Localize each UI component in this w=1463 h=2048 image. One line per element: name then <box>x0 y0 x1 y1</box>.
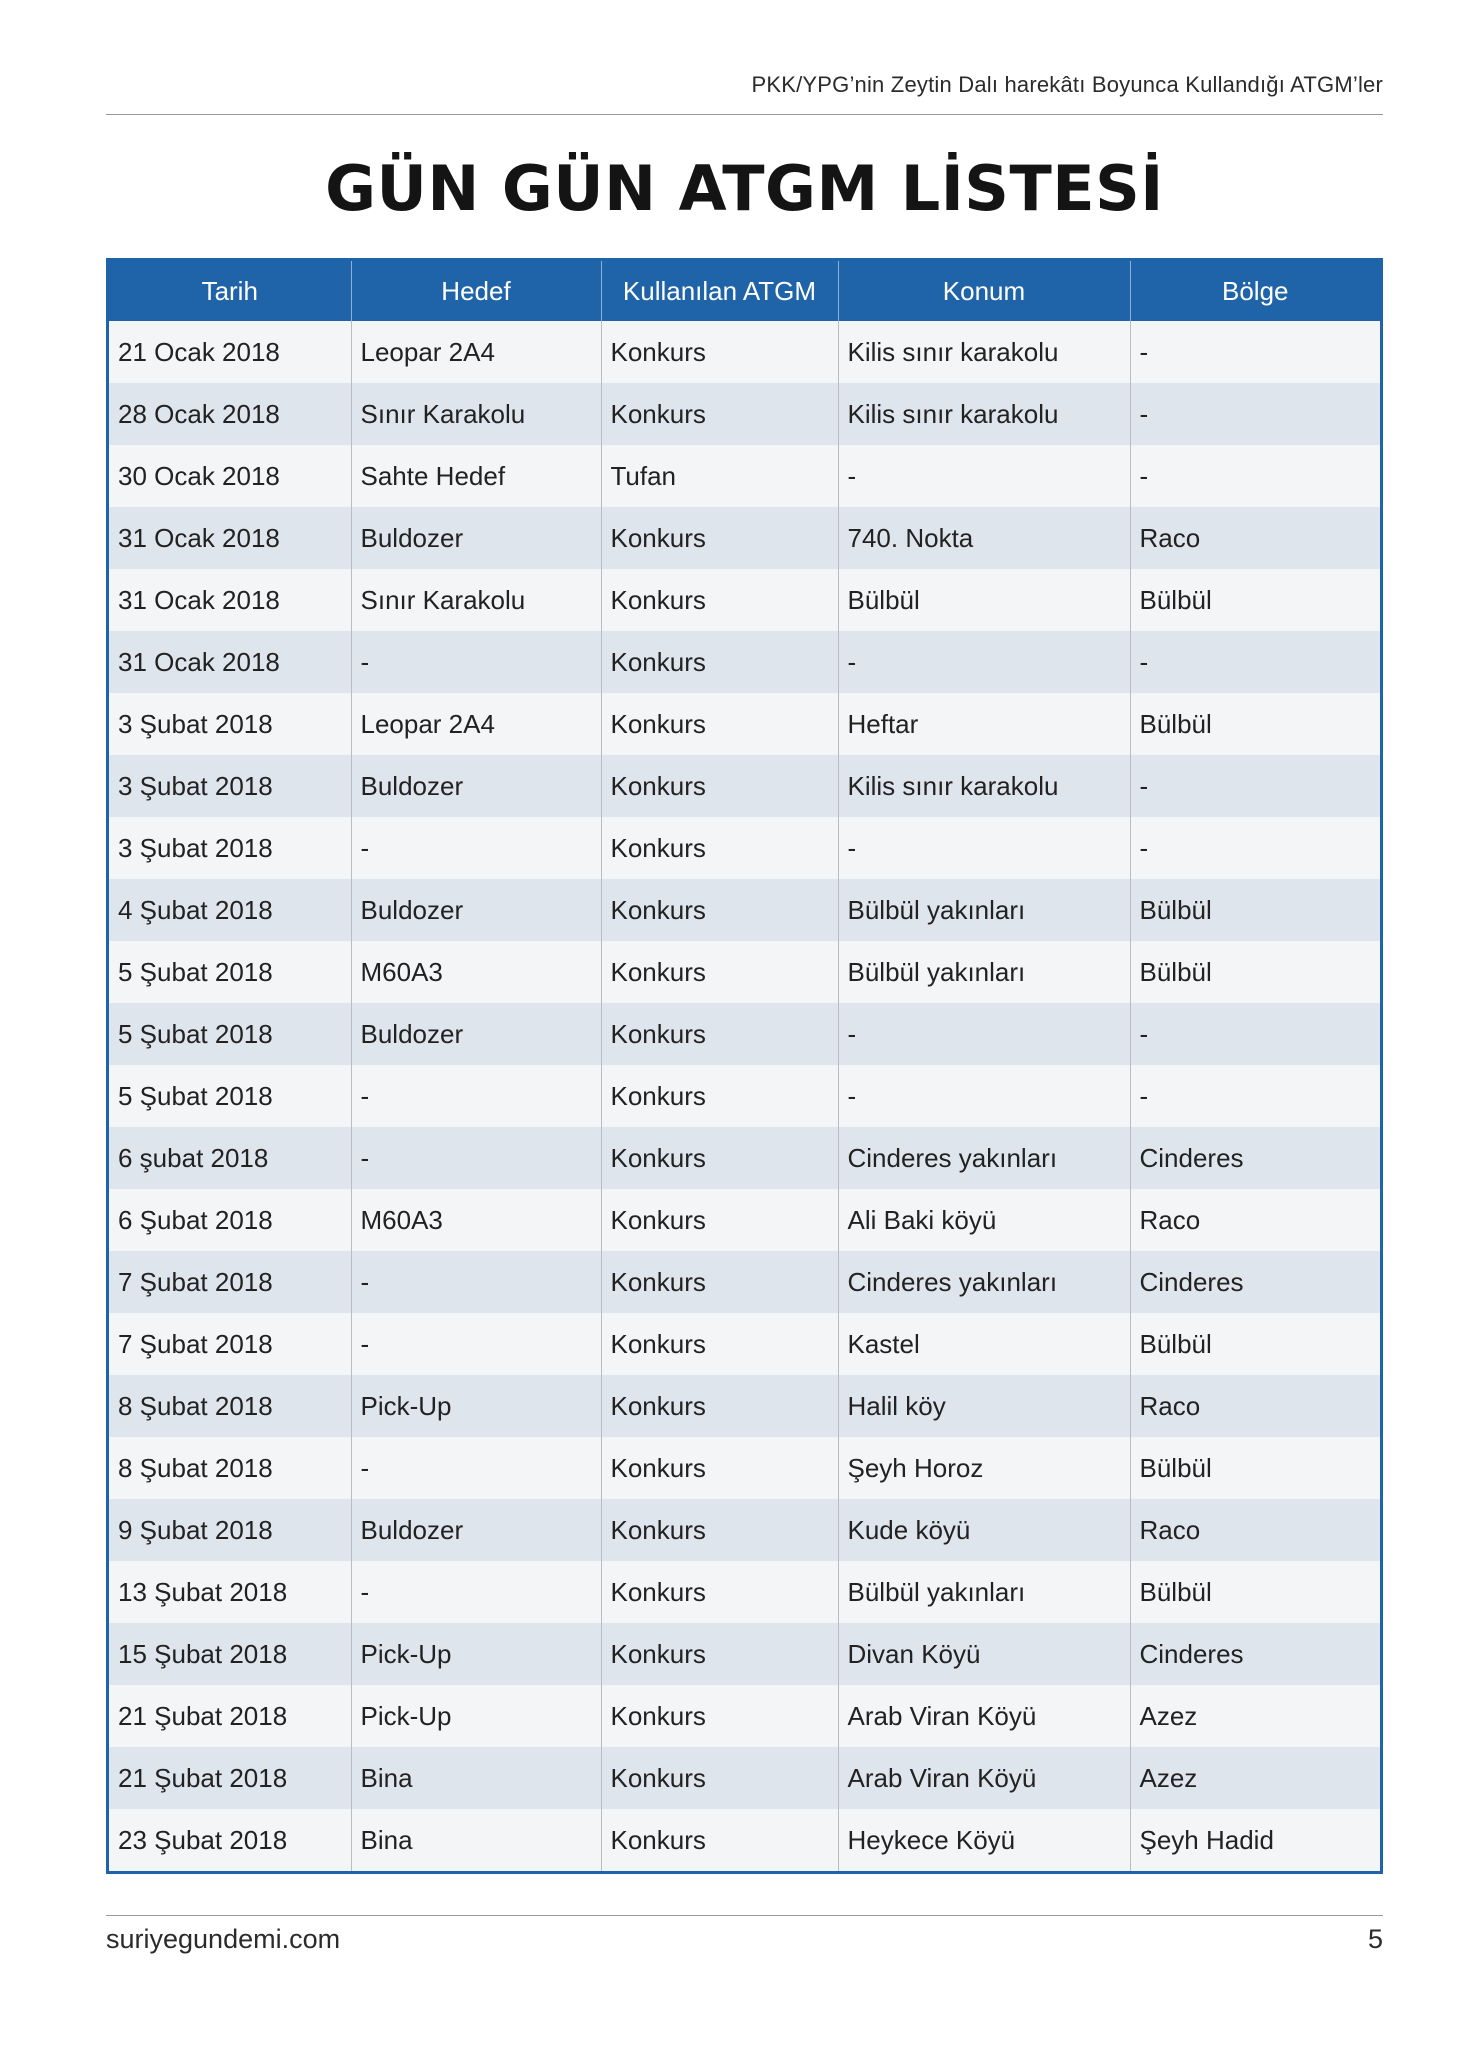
column-header-tarih: Tarih <box>109 261 351 321</box>
cell-atgm: Konkurs <box>601 1003 838 1065</box>
cell-atgm: Konkurs <box>601 817 838 879</box>
cell-hedef: - <box>351 1065 601 1127</box>
cell-hedef: Buldozer <box>351 755 601 817</box>
running-header: PKK/YPG’nin Zeytin Dalı harekâtı Boyunca Kullandığı ATGM’ler <box>751 72 1383 97</box>
cell-bolge: Cinderes <box>1130 1127 1380 1189</box>
cell-bolge: Bülbül <box>1130 1437 1380 1499</box>
table-row <box>109 879 1380 941</box>
cell-atgm: Konkurs <box>601 755 838 817</box>
footer-divider <box>106 1915 1383 1916</box>
cell-atgm: Konkurs <box>601 1065 838 1127</box>
table-row <box>109 941 1380 1003</box>
cell-bolge: - <box>1130 383 1380 445</box>
table-row <box>109 1251 1380 1313</box>
cell-bolge: Cinderes <box>1130 1251 1380 1313</box>
cell-konum: Cinderes yakınları <box>838 1251 1130 1313</box>
cell-tarih: 8 Şubat 2018 <box>109 1375 351 1437</box>
cell-atgm: Tufan <box>601 445 838 507</box>
cell-konum: Bülbül yakınları <box>838 879 1130 941</box>
cell-konum: Kilis sınır karakolu <box>838 321 1130 383</box>
cell-hedef: Sınır Karakolu <box>351 383 601 445</box>
cell-bolge: Raco <box>1130 1189 1380 1251</box>
cell-tarih: 6 şubat 2018 <box>109 1127 351 1189</box>
cell-hedef: Buldozer <box>351 507 601 569</box>
cell-konum: Heykece Köyü <box>838 1809 1130 1871</box>
cell-tarih: 31 Ocak 2018 <box>109 507 351 569</box>
cell-hedef: Buldozer <box>351 1003 601 1065</box>
cell-tarih: 23 Şubat 2018 <box>109 1809 351 1871</box>
cell-konum: 740. Nokta <box>838 507 1130 569</box>
cell-tarih: 7 Şubat 2018 <box>109 1251 351 1313</box>
cell-hedef: Sahte Hedef <box>351 445 601 507</box>
cell-hedef: - <box>351 1561 601 1623</box>
cell-bolge: Bülbül <box>1130 1313 1380 1375</box>
cell-hedef: Sınır Karakolu <box>351 569 601 631</box>
cell-bolge: - <box>1130 445 1380 507</box>
table-row <box>109 1065 1380 1127</box>
table-row <box>109 507 1380 569</box>
cell-hedef: Leopar 2A4 <box>351 321 601 383</box>
cell-konum: Kilis sınır karakolu <box>838 755 1130 817</box>
table-row <box>109 1809 1380 1871</box>
atgm-table <box>106 258 1383 1874</box>
cell-bolge: - <box>1130 1065 1380 1127</box>
cell-bolge: - <box>1130 817 1380 879</box>
cell-tarih: 13 Şubat 2018 <box>109 1561 351 1623</box>
cell-tarih: 28 Ocak 2018 <box>109 383 351 445</box>
cell-hedef: M60A3 <box>351 1189 601 1251</box>
cell-hedef: - <box>351 1251 601 1313</box>
cell-hedef: - <box>351 1313 601 1375</box>
table-row <box>109 755 1380 817</box>
cell-hedef: Pick-Up <box>351 1623 601 1685</box>
cell-bolge: Bülbül <box>1130 693 1380 755</box>
table-row <box>109 1189 1380 1251</box>
cell-konum: Heftar <box>838 693 1130 755</box>
cell-konum: Divan Köyü <box>838 1623 1130 1685</box>
cell-hedef: - <box>351 1127 601 1189</box>
cell-tarih: 21 Şubat 2018 <box>109 1747 351 1809</box>
column-header-bolge: Bölge <box>1130 261 1380 321</box>
cell-hedef: - <box>351 817 601 879</box>
cell-hedef: Buldozer <box>351 1499 601 1561</box>
cell-tarih: 21 Şubat 2018 <box>109 1685 351 1747</box>
cell-atgm: Konkurs <box>601 1437 838 1499</box>
cell-konum: - <box>838 1065 1130 1127</box>
table-row <box>109 693 1380 755</box>
cell-bolge: Raco <box>1130 1499 1380 1561</box>
cell-hedef: Leopar 2A4 <box>351 693 601 755</box>
table-row <box>109 631 1380 693</box>
cell-bolge: - <box>1130 321 1380 383</box>
cell-konum: Kude köyü <box>838 1499 1130 1561</box>
header-divider <box>106 114 1383 115</box>
cell-konum: - <box>838 631 1130 693</box>
cell-hedef: Pick-Up <box>351 1375 601 1437</box>
column-header-kullanilan-atgm: Kullanılan ATGM <box>601 261 838 321</box>
cell-tarih: 31 Ocak 2018 <box>109 569 351 631</box>
cell-tarih: 5 Şubat 2018 <box>109 1065 351 1127</box>
table-row <box>109 1499 1380 1561</box>
cell-bolge: Cinderes <box>1130 1623 1380 1685</box>
cell-tarih: 8 Şubat 2018 <box>109 1437 351 1499</box>
cell-bolge: Azez <box>1130 1685 1380 1747</box>
cell-tarih: 3 Şubat 2018 <box>109 693 351 755</box>
column-header-hedef: Hedef <box>351 261 601 321</box>
cell-atgm: Konkurs <box>601 1747 838 1809</box>
cell-atgm: Konkurs <box>601 1313 838 1375</box>
page-title: GÜN GÜN ATGM LİSTESİ <box>325 152 1164 225</box>
cell-atgm: Konkurs <box>601 1251 838 1313</box>
cell-atgm: Konkurs <box>601 1375 838 1437</box>
cell-konum: Arab Viran Köyü <box>838 1685 1130 1747</box>
table-row <box>109 1561 1380 1623</box>
cell-bolge: Bülbül <box>1130 879 1380 941</box>
page-number: 5 <box>1367 1924 1383 1954</box>
cell-hedef: Pick-Up <box>351 1685 601 1747</box>
cell-hedef: - <box>351 631 601 693</box>
cell-konum: Bülbül yakınları <box>838 1561 1130 1623</box>
cell-bolge: Raco <box>1130 1375 1380 1437</box>
table-row <box>109 383 1380 445</box>
table-row <box>109 1685 1380 1747</box>
cell-atgm: Konkurs <box>601 693 838 755</box>
table-row <box>109 1747 1380 1809</box>
cell-hedef: Buldozer <box>351 879 601 941</box>
cell-atgm: Konkurs <box>601 1623 838 1685</box>
cell-tarih: 3 Şubat 2018 <box>109 817 351 879</box>
cell-tarih: 5 Şubat 2018 <box>109 1003 351 1065</box>
table-body <box>109 321 1380 1871</box>
cell-atgm: Konkurs <box>601 941 838 1003</box>
cell-tarih: 9 Şubat 2018 <box>109 1499 351 1561</box>
cell-konum: Şeyh Horoz <box>838 1437 1130 1499</box>
cell-atgm: Konkurs <box>601 569 838 631</box>
cell-bolge: Bülbül <box>1130 1561 1380 1623</box>
cell-konum: Bülbül yakınları <box>838 941 1130 1003</box>
table-row <box>109 569 1380 631</box>
table-row <box>109 1127 1380 1189</box>
cell-bolge: Şeyh Hadid <box>1130 1809 1380 1871</box>
cell-konum: Bülbül <box>838 569 1130 631</box>
cell-hedef: - <box>351 1437 601 1499</box>
cell-bolge: - <box>1130 755 1380 817</box>
cell-tarih: 31 Ocak 2018 <box>109 631 351 693</box>
table-header-row <box>109 261 1380 321</box>
cell-tarih: 7 Şubat 2018 <box>109 1313 351 1375</box>
table-row <box>109 445 1380 507</box>
cell-hedef: M60A3 <box>351 941 601 1003</box>
table-row <box>109 1437 1380 1499</box>
cell-konum: Kilis sınır karakolu <box>838 383 1130 445</box>
table-row <box>109 1313 1380 1375</box>
cell-atgm: Konkurs <box>601 321 838 383</box>
column-header-konum: Konum <box>838 261 1130 321</box>
cell-atgm: Konkurs <box>601 383 838 445</box>
cell-hedef: Bina <box>351 1747 601 1809</box>
cell-konum: Halil köy <box>838 1375 1130 1437</box>
table-row <box>109 321 1380 383</box>
cell-bolge: Bülbül <box>1130 941 1380 1003</box>
cell-atgm: Konkurs <box>601 1127 838 1189</box>
cell-konum: Ali Baki köyü <box>838 1189 1130 1251</box>
cell-konum: Arab Viran Köyü <box>838 1747 1130 1809</box>
cell-bolge: Bülbül <box>1130 569 1380 631</box>
cell-tarih: 4 Şubat 2018 <box>109 879 351 941</box>
cell-konum: Cinderes yakınları <box>838 1127 1130 1189</box>
cell-atgm: Konkurs <box>601 1499 838 1561</box>
table-row <box>109 1003 1380 1065</box>
cell-tarih: 6 Şubat 2018 <box>109 1189 351 1251</box>
cell-hedef: Bina <box>351 1809 601 1871</box>
cell-bolge: - <box>1130 631 1380 693</box>
cell-tarih: 21 Ocak 2018 <box>109 321 351 383</box>
cell-atgm: Konkurs <box>601 1685 838 1747</box>
cell-tarih: 15 Şubat 2018 <box>109 1623 351 1685</box>
footer-site-name: suriyegundemi.com <box>106 1924 341 1954</box>
table-row <box>109 817 1380 879</box>
cell-konum: Kastel <box>838 1313 1130 1375</box>
table-row <box>109 1375 1380 1437</box>
cell-atgm: Konkurs <box>601 631 838 693</box>
cell-atgm: Konkurs <box>601 1561 838 1623</box>
cell-konum: - <box>838 445 1130 507</box>
cell-bolge: Raco <box>1130 507 1380 569</box>
cell-atgm: Konkurs <box>601 507 838 569</box>
cell-atgm: Konkurs <box>601 879 838 941</box>
cell-tarih: 3 Şubat 2018 <box>109 755 351 817</box>
table-row <box>109 1623 1380 1685</box>
cell-konum: - <box>838 1003 1130 1065</box>
cell-tarih: 30 Ocak 2018 <box>109 445 351 507</box>
cell-atgm: Konkurs <box>601 1189 838 1251</box>
cell-bolge: Azez <box>1130 1747 1380 1809</box>
cell-tarih: 5 Şubat 2018 <box>109 941 351 1003</box>
cell-konum: - <box>838 817 1130 879</box>
cell-atgm: Konkurs <box>601 1809 838 1871</box>
cell-bolge: - <box>1130 1003 1380 1065</box>
